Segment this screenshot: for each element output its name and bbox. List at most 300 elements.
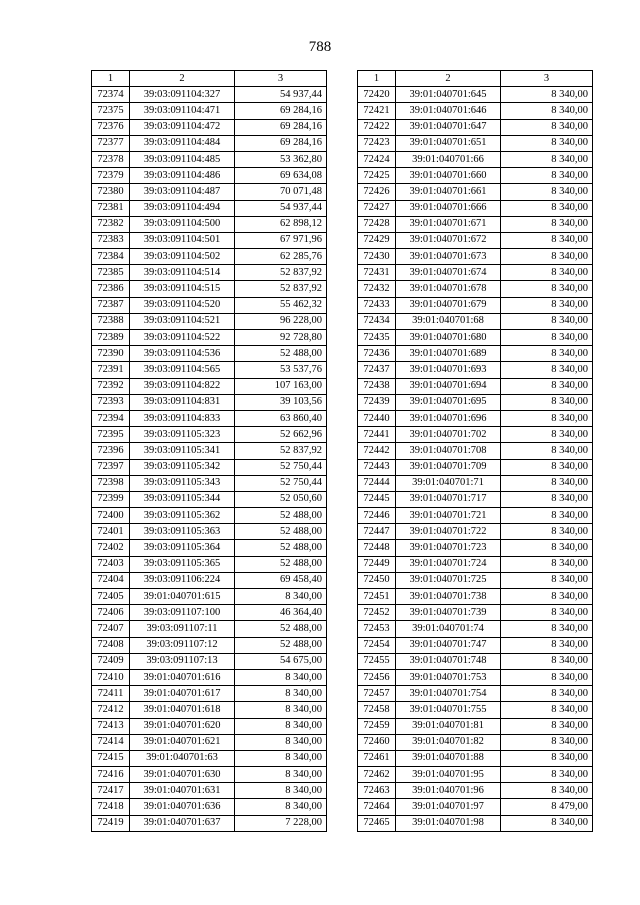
cadastral-number: 39:03:091104:471 (130, 103, 235, 119)
cadastral-number: 39:01:040701:631 (130, 783, 235, 799)
row-number: 72441 (358, 427, 396, 443)
cadastral-number: 39:01:040701:679 (396, 297, 501, 313)
cadastral-number: 39:01:040701:95 (396, 767, 501, 783)
value: 53 537,76 (235, 362, 327, 378)
cadastral-number: 39:03:091104:514 (130, 265, 235, 281)
table-row (358, 556, 593, 572)
table-row (358, 362, 593, 378)
table-row (92, 394, 327, 410)
table-row (92, 151, 327, 167)
value: 8 340,00 (501, 637, 593, 653)
table-row (92, 815, 327, 831)
value: 8 340,00 (501, 783, 593, 799)
cadastral-number: 39:03:091104:831 (130, 394, 235, 410)
row-number: 72395 (92, 427, 130, 443)
cadastral-number: 39:03:091104:502 (130, 249, 235, 265)
row-number: 72404 (92, 572, 130, 588)
row-number: 72419 (92, 815, 130, 831)
cadastral-number: 39:01:040701:660 (396, 168, 501, 184)
table-row (92, 87, 327, 103)
row-number: 72392 (92, 378, 130, 394)
cadastral-number: 39:01:040701:723 (396, 540, 501, 556)
row-number: 72381 (92, 200, 130, 216)
row-number: 72428 (358, 216, 396, 232)
row-number: 72433 (358, 297, 396, 313)
cadastral-number: 39:01:040701:724 (396, 556, 501, 572)
row-number: 72399 (92, 491, 130, 507)
cadastral-number: 39:03:091104:327 (130, 87, 235, 103)
column-header-2: 2 (130, 71, 235, 87)
value: 8 340,00 (501, 103, 593, 119)
cadastral-number: 39:01:040701:81 (396, 718, 501, 734)
row-number: 72451 (358, 589, 396, 605)
cadastral-number: 39:03:091104:485 (130, 151, 235, 167)
row-number: 72414 (92, 734, 130, 750)
cadastral-number: 39:01:040701:755 (396, 702, 501, 718)
table-row (358, 605, 593, 621)
table-row (358, 637, 593, 653)
row-number: 72456 (358, 669, 396, 685)
table-row (92, 589, 327, 605)
value: 8 340,00 (501, 605, 593, 621)
cadastral-number: 39:01:040701:647 (396, 119, 501, 135)
table-row (358, 475, 593, 491)
table-row (92, 119, 327, 135)
cadastral-number: 39:01:040701:673 (396, 249, 501, 265)
value: 8 340,00 (501, 265, 593, 281)
table-row (358, 524, 593, 540)
row-number: 72413 (92, 718, 130, 734)
table-row (358, 87, 593, 103)
value: 39 103,56 (235, 394, 327, 410)
header-row (358, 71, 593, 87)
row-number: 72458 (358, 702, 396, 718)
row-number: 72402 (92, 540, 130, 556)
cadastral-number: 39:01:040701:747 (396, 637, 501, 653)
cadastral-number: 39:01:040701:98 (396, 815, 501, 831)
table-left (91, 70, 327, 832)
row-number: 72378 (92, 151, 130, 167)
cadastral-number: 39:01:040701:671 (396, 216, 501, 232)
row-number: 72423 (358, 135, 396, 151)
value: 8 340,00 (501, 702, 593, 718)
cadastral-number: 39:03:091104:521 (130, 313, 235, 329)
cadastral-number: 39:01:040701:702 (396, 427, 501, 443)
value: 8 340,00 (501, 572, 593, 588)
value: 8 479,00 (501, 799, 593, 815)
cadastral-number: 39:01:040701:666 (396, 200, 501, 216)
value: 8 340,00 (501, 589, 593, 605)
value: 8 340,00 (235, 750, 327, 766)
value: 8 340,00 (501, 330, 593, 346)
cadastral-number: 39:01:040701:708 (396, 443, 501, 459)
cadastral-number: 39:01:040701:674 (396, 265, 501, 281)
table-row (92, 799, 327, 815)
table-row (358, 508, 593, 524)
table-row (92, 346, 327, 362)
cadastral-number: 39:03:091104:536 (130, 346, 235, 362)
value: 52 488,00 (235, 524, 327, 540)
value: 8 340,00 (501, 184, 593, 200)
value: 52 750,44 (235, 475, 327, 491)
row-number: 72453 (358, 621, 396, 637)
row-number: 72438 (358, 378, 396, 394)
table-left-body (92, 87, 327, 832)
row-number: 72425 (358, 168, 396, 184)
table-row (92, 572, 327, 588)
row-number: 72398 (92, 475, 130, 491)
value: 8 340,00 (501, 556, 593, 572)
cadastral-number: 39:03:091104:500 (130, 216, 235, 232)
cadastral-number: 39:01:040701:616 (130, 669, 235, 685)
table-row (92, 669, 327, 685)
table-row (358, 459, 593, 475)
cadastral-number: 39:03:091104:822 (130, 378, 235, 394)
value: 53 362,80 (235, 151, 327, 167)
cadastral-number: 39:01:040701:721 (396, 508, 501, 524)
value: 52 837,92 (235, 265, 327, 281)
table-row (92, 491, 327, 507)
table-row (92, 524, 327, 540)
row-number: 72452 (358, 605, 396, 621)
value: 54 937,44 (235, 200, 327, 216)
table-row (92, 686, 327, 702)
cadastral-number: 39:01:040701:646 (396, 103, 501, 119)
cadastral-number: 39:03:091104:833 (130, 410, 235, 426)
cadastral-number: 39:03:091107:12 (130, 637, 235, 653)
header-row (92, 71, 327, 87)
row-number: 72409 (92, 653, 130, 669)
row-number: 72435 (358, 330, 396, 346)
value: 8 340,00 (501, 362, 593, 378)
page-number: 788 (308, 39, 332, 55)
value: 7 228,00 (235, 815, 327, 831)
cadastral-number: 39:01:040701:88 (396, 750, 501, 766)
table-row (92, 605, 327, 621)
row-number: 72397 (92, 459, 130, 475)
value: 8 340,00 (501, 524, 593, 540)
row-number: 72442 (358, 443, 396, 459)
value: 8 340,00 (235, 799, 327, 815)
table-row (92, 362, 327, 378)
row-number: 72396 (92, 443, 130, 459)
value: 8 340,00 (235, 734, 327, 750)
row-number: 72447 (358, 524, 396, 540)
cadastral-number: 39:03:091105:363 (130, 524, 235, 540)
cadastral-number: 39:01:040701:753 (396, 669, 501, 685)
table-row (92, 200, 327, 216)
value: 8 340,00 (501, 621, 593, 637)
cadastral-number: 39:03:091104:472 (130, 119, 235, 135)
value: 52 488,00 (235, 540, 327, 556)
table-row (358, 281, 593, 297)
value: 8 340,00 (501, 346, 593, 362)
row-number: 72394 (92, 410, 130, 426)
value: 62 285,76 (235, 249, 327, 265)
row-number: 72465 (358, 815, 396, 831)
value: 8 340,00 (501, 313, 593, 329)
table-row (358, 767, 593, 783)
row-number: 72383 (92, 232, 130, 248)
column-header-1: 1 (358, 71, 396, 87)
row-number: 72400 (92, 508, 130, 524)
table-row (358, 265, 593, 281)
row-number: 72443 (358, 459, 396, 475)
row-number: 72380 (92, 184, 130, 200)
value: 63 860,40 (235, 410, 327, 426)
value: 8 340,00 (235, 702, 327, 718)
table-row (92, 410, 327, 426)
table-row (92, 378, 327, 394)
cadastral-number: 39:01:040701:637 (130, 815, 235, 831)
cadastral-number: 39:01:040701:672 (396, 232, 501, 248)
table-row (92, 653, 327, 669)
table-row (358, 168, 593, 184)
value: 52 488,00 (235, 508, 327, 524)
table-row (358, 734, 593, 750)
value: 8 340,00 (501, 378, 593, 394)
row-number: 72434 (358, 313, 396, 329)
value: 96 228,00 (235, 313, 327, 329)
value: 8 340,00 (501, 200, 593, 216)
value: 8 340,00 (501, 119, 593, 135)
table-row (92, 783, 327, 799)
value: 8 340,00 (501, 135, 593, 151)
value: 52 488,00 (235, 556, 327, 572)
row-number: 72454 (358, 637, 396, 653)
cadastral-number: 39:01:040701:71 (396, 475, 501, 491)
row-number: 72386 (92, 281, 130, 297)
table-row (358, 378, 593, 394)
cadastral-number: 39:01:040701:74 (396, 621, 501, 637)
row-number: 72374 (92, 87, 130, 103)
table-row (92, 459, 327, 475)
table-row (92, 168, 327, 184)
row-number: 72388 (92, 313, 130, 329)
table-row (92, 621, 327, 637)
value: 8 340,00 (501, 151, 593, 167)
value: 8 340,00 (501, 443, 593, 459)
value: 8 340,00 (501, 297, 593, 313)
value: 69 634,08 (235, 168, 327, 184)
table-row (358, 621, 593, 637)
cadastral-number: 39:01:040701:725 (396, 572, 501, 588)
row-number: 72393 (92, 394, 130, 410)
value: 69 458,40 (235, 572, 327, 588)
table-row (358, 702, 593, 718)
value: 8 340,00 (501, 767, 593, 783)
row-number: 72390 (92, 346, 130, 362)
table-row (92, 702, 327, 718)
table-row (358, 184, 593, 200)
table-row (358, 572, 593, 588)
row-number: 72444 (358, 475, 396, 491)
cadastral-number: 39:01:040701:661 (396, 184, 501, 200)
cadastral-number: 39:01:040701:645 (396, 87, 501, 103)
table-right (357, 70, 593, 832)
cadastral-number: 39:03:091106:224 (130, 572, 235, 588)
column-header-3: 3 (235, 71, 327, 87)
row-number: 72376 (92, 119, 130, 135)
cadastral-number: 39:03:091104:522 (130, 330, 235, 346)
table-row (92, 232, 327, 248)
table-row (358, 297, 593, 313)
table-row (358, 540, 593, 556)
cadastral-number: 39:03:091104:487 (130, 184, 235, 200)
value: 55 462,32 (235, 297, 327, 313)
table-row (92, 297, 327, 313)
cadastral-number: 39:01:040701:630 (130, 767, 235, 783)
cadastral-number: 39:01:040701:722 (396, 524, 501, 540)
table-row (92, 443, 327, 459)
table-row (92, 103, 327, 119)
table-row (92, 718, 327, 734)
row-number: 72377 (92, 135, 130, 151)
value: 52 662,96 (235, 427, 327, 443)
value: 8 340,00 (501, 508, 593, 524)
value: 8 340,00 (235, 669, 327, 685)
cadastral-number: 39:03:091107:13 (130, 653, 235, 669)
row-number: 72384 (92, 249, 130, 265)
value: 8 340,00 (501, 459, 593, 475)
row-number: 72450 (358, 572, 396, 588)
cadastral-number: 39:03:091104:515 (130, 281, 235, 297)
value: 67 971,96 (235, 232, 327, 248)
table-row (92, 216, 327, 232)
column-header-1: 1 (92, 71, 130, 87)
value: 8 340,00 (501, 410, 593, 426)
cadastral-number: 39:01:040701:66 (396, 151, 501, 167)
cadastral-number: 39:01:040701:96 (396, 783, 501, 799)
table-row (92, 637, 327, 653)
column-header-2: 2 (396, 71, 501, 87)
cadastral-number: 39:01:040701:739 (396, 605, 501, 621)
cadastral-number: 39:01:040701:680 (396, 330, 501, 346)
cadastral-number: 39:03:091104:494 (130, 200, 235, 216)
row-number: 72401 (92, 524, 130, 540)
value: 8 340,00 (501, 394, 593, 410)
cadastral-number: 39:01:040701:620 (130, 718, 235, 734)
table-row (358, 799, 593, 815)
row-number: 72446 (358, 508, 396, 524)
table-row (358, 686, 593, 702)
cadastral-number: 39:01:040701:738 (396, 589, 501, 605)
value: 8 340,00 (501, 686, 593, 702)
value: 8 340,00 (501, 491, 593, 507)
cadastral-number: 39:01:040701:63 (130, 750, 235, 766)
cadastral-number: 39:03:091105:364 (130, 540, 235, 556)
table-row (92, 281, 327, 297)
table-row (358, 119, 593, 135)
row-number: 72375 (92, 103, 130, 119)
row-number: 72420 (358, 87, 396, 103)
table-row (358, 669, 593, 685)
table-row (358, 330, 593, 346)
value: 8 340,00 (501, 249, 593, 265)
table-row (358, 491, 593, 507)
row-number: 72403 (92, 556, 130, 572)
cadastral-number: 39:01:040701:621 (130, 734, 235, 750)
table-row (92, 734, 327, 750)
cadastral-number: 39:01:040701:754 (396, 686, 501, 702)
row-number: 72461 (358, 750, 396, 766)
table-row (358, 313, 593, 329)
row-number: 72449 (358, 556, 396, 572)
table-row (92, 184, 327, 200)
cadastral-number: 39:01:040701:689 (396, 346, 501, 362)
row-number: 72431 (358, 265, 396, 281)
value: 54 675,00 (235, 653, 327, 669)
row-number: 72379 (92, 168, 130, 184)
row-number: 72385 (92, 265, 130, 281)
table-row (358, 394, 593, 410)
cadastral-number: 39:03:091105:342 (130, 459, 235, 475)
cadastral-number: 39:01:040701:618 (130, 702, 235, 718)
cadastral-number: 39:01:040701:695 (396, 394, 501, 410)
value: 52 750,44 (235, 459, 327, 475)
value: 52 837,92 (235, 443, 327, 459)
row-number: 72457 (358, 686, 396, 702)
row-number: 72436 (358, 346, 396, 362)
row-number: 72429 (358, 232, 396, 248)
row-number: 72411 (92, 686, 130, 702)
row-number: 72460 (358, 734, 396, 750)
cadastral-number: 39:01:040701:651 (396, 135, 501, 151)
cadastral-number: 39:01:040701:678 (396, 281, 501, 297)
row-number: 72389 (92, 330, 130, 346)
table-row (358, 750, 593, 766)
value: 8 340,00 (501, 216, 593, 232)
cadastral-number: 39:01:040701:617 (130, 686, 235, 702)
cadastral-number: 39:01:040701:615 (130, 589, 235, 605)
value: 69 284,16 (235, 103, 327, 119)
table-row (358, 815, 593, 831)
value: 69 284,16 (235, 135, 327, 151)
cadastral-number: 39:03:091105:362 (130, 508, 235, 524)
row-number: 72382 (92, 216, 130, 232)
table-row (358, 216, 593, 232)
row-number: 72464 (358, 799, 396, 815)
value: 8 340,00 (501, 734, 593, 750)
value: 8 340,00 (501, 815, 593, 831)
table-row (358, 443, 593, 459)
table-row (358, 151, 593, 167)
row-number: 72421 (358, 103, 396, 119)
table-right-body (358, 87, 593, 832)
row-number: 72418 (92, 799, 130, 815)
value: 8 340,00 (501, 232, 593, 248)
row-number: 72422 (358, 119, 396, 135)
table-row (92, 249, 327, 265)
cadastral-number: 39:03:091105:341 (130, 443, 235, 459)
table-row (358, 135, 593, 151)
row-number: 72437 (358, 362, 396, 378)
table-row (92, 508, 327, 524)
value: 52 050,60 (235, 491, 327, 507)
table-row (92, 427, 327, 443)
value: 8 340,00 (501, 168, 593, 184)
value: 8 340,00 (501, 87, 593, 103)
row-number: 72412 (92, 702, 130, 718)
row-number: 72416 (92, 767, 130, 783)
table-row (92, 330, 327, 346)
cadastral-number: 39:01:040701:694 (396, 378, 501, 394)
value: 46 364,40 (235, 605, 327, 621)
row-number: 72426 (358, 184, 396, 200)
value: 52 488,00 (235, 621, 327, 637)
row-number: 72463 (358, 783, 396, 799)
row-number: 72440 (358, 410, 396, 426)
